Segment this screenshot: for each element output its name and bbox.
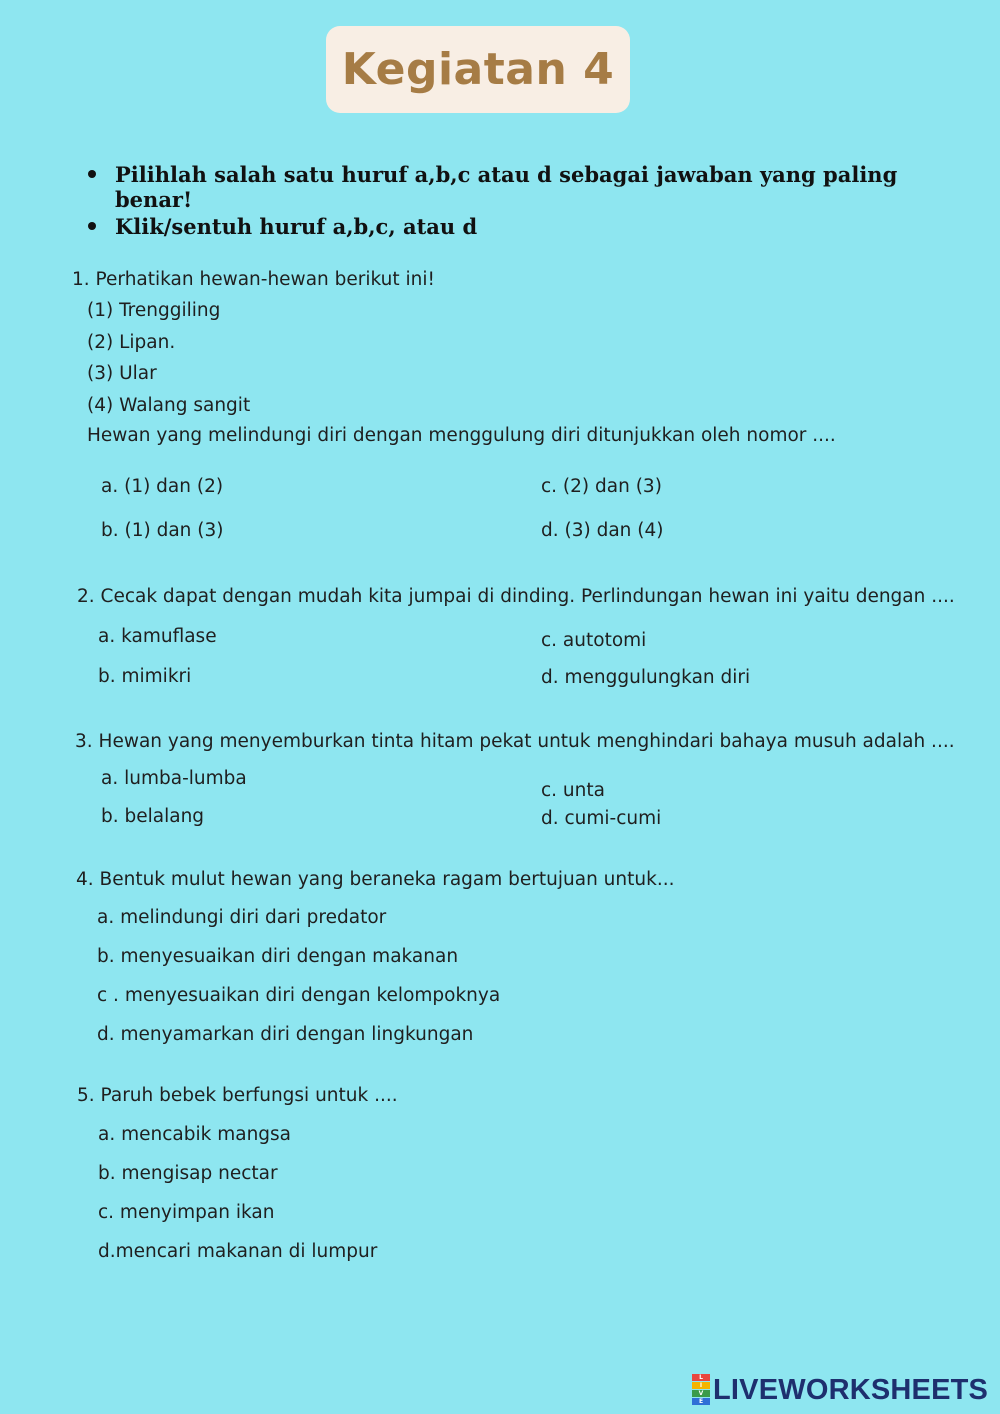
q2-option-b[interactable]: b. mimikri <box>98 666 192 687</box>
live-logo-icon: L I V E <box>692 1374 710 1406</box>
q1-option-b[interactable]: b. (1) dan (3) <box>101 520 224 541</box>
question-2-stem: 2. Cecak dapat dengan mudah kita jumpai di dinding. Perlindungan hewan ini yaitu dengan .... <box>77 586 955 607</box>
question-1-stem: 1. Perhatikan hewan-hewan berikut ini! <box>72 269 435 290</box>
instructions-list <box>86 162 906 241</box>
question-1-item: (2) Lipan. <box>87 332 176 353</box>
q4-option-b[interactable]: b. menyesuaikan diri dengan makanan <box>97 946 459 967</box>
q2-option-d[interactable]: d. menggulungkan diri <box>541 667 751 688</box>
question-5-stem: 5. Paruh bebek berfungsi untuk .... <box>77 1085 398 1106</box>
q4-option-c[interactable]: c . menyesuaikan diri dengan kelompoknya <box>97 985 501 1006</box>
liveworksheets-logo[interactable] <box>692 1374 988 1406</box>
bullet-icon <box>88 170 96 178</box>
question-1-text: Hewan yang melindungi diri dengan menggulung diri ditunjukkan oleh nomor .... <box>87 425 836 446</box>
q3-option-b[interactable]: b. belalang <box>101 806 205 827</box>
q3-option-c[interactable]: c. unta <box>541 780 605 801</box>
q2-option-c[interactable]: c. autotomi <box>541 630 647 651</box>
page-title: Kegiatan 4 <box>341 44 615 95</box>
q1-option-a[interactable]: a. (1) dan (2) <box>101 476 224 497</box>
instruction-item: Klik/sentuh huruf a,b,c, atau d <box>86 214 906 239</box>
q1-option-c[interactable]: c. (2) dan (3) <box>541 476 662 497</box>
question-1-item: (4) Walang sangit <box>87 395 251 416</box>
question-4-stem: 4. Bentuk mulut hewan yang beraneka ragam bertujuan untuk... <box>76 869 675 890</box>
q2-option-a[interactable]: a. kamuflase <box>98 626 217 647</box>
title-box <box>326 26 630 113</box>
logo-text: LIVEWORKSHEETS <box>713 1373 989 1406</box>
q5-option-b[interactable]: b. mengisap nectar <box>98 1163 278 1184</box>
instruction-item: Pilihlah salah satu huruf a,b,c atau d sebagai jawaban yang paling benar! <box>86 162 906 212</box>
q3-option-d[interactable]: d. cumi-cumi <box>541 808 662 829</box>
q1-option-d[interactable]: d. (3) dan (4) <box>541 520 664 541</box>
question-1-item: (1) Trenggiling <box>87 300 221 321</box>
q4-option-a[interactable]: a. melindungi diri dari predator <box>97 907 387 928</box>
q5-option-a[interactable]: a. mencabik mangsa <box>98 1124 292 1145</box>
question-1-item: (3) Ular <box>87 363 157 384</box>
q4-option-d[interactable]: d. menyamarkan diri dengan lingkungan <box>97 1024 474 1045</box>
q3-option-a[interactable]: a. lumba-lumba <box>101 768 247 789</box>
bullet-icon <box>88 222 96 230</box>
q5-option-d[interactable]: d.mencari makanan di lumpur <box>98 1241 378 1262</box>
question-3-stem: 3. Hewan yang menyemburkan tinta hitam pekat untuk menghindari bahaya musuh adalah .... <box>75 731 955 752</box>
q5-option-c[interactable]: c. menyimpan ikan <box>98 1202 275 1223</box>
